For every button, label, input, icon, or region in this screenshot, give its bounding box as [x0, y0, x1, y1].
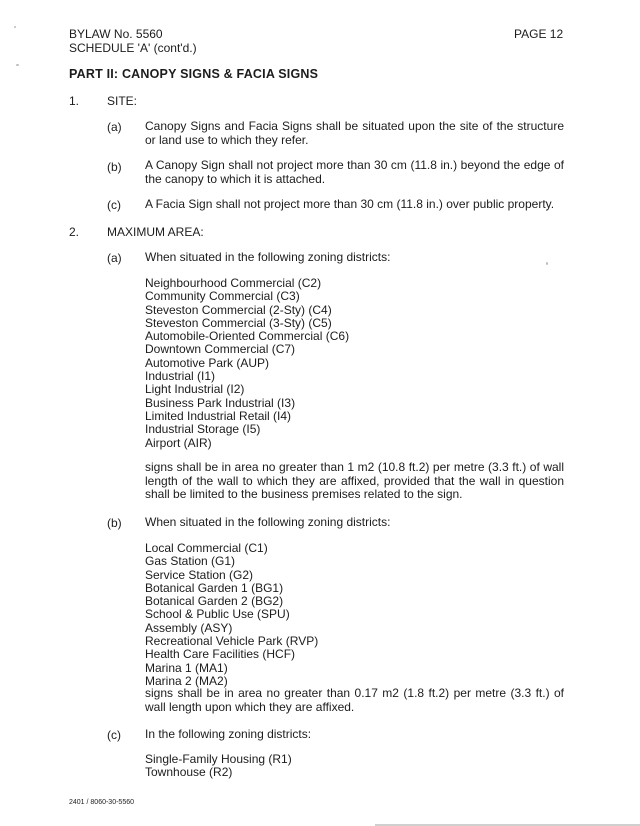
item-1c-label: (c) — [107, 198, 121, 212]
item-2c-intro: In the following zoning districts: — [145, 727, 312, 741]
bylaw-number: BYLAW No. 5560 — [69, 27, 163, 41]
schedule-label: SCHEDULE 'A' (cont'd.) — [69, 41, 197, 55]
part-title: PART II: CANOPY SIGNS & FACIA SIGNS — [69, 67, 319, 81]
item-2b-label: (b) — [107, 516, 122, 530]
item-1a-label: (a) — [107, 120, 122, 134]
list-item: Single-Family Housing (R1) — [145, 752, 292, 766]
section-2-heading: MAXIMUM AREA: — [107, 225, 204, 239]
list-item: Neighbourhood Commercial (C2) — [145, 276, 322, 290]
item-1a-text: Canopy Signs and Facia Signs shall be situated upon the site of the structure or land use to which they refer. — [145, 119, 564, 147]
list-item: Downtown Commercial (C7) — [145, 342, 296, 357]
list-item: Community Commercial (C3) — [145, 289, 300, 304]
list-item: Limited Industrial Retail (I4) — [145, 408, 292, 423]
list-item: Steveston Commercial (2-Sty) (C4) — [145, 302, 332, 317]
item-1b-text: A Canopy Sign shall not project more than 30 cm (11.8 in.) beyond the edge of the canopy to which it is attached. — [145, 158, 564, 186]
zoning-district-list-a — [145, 277, 349, 450]
list-item: Automotive Park (AUP) — [145, 355, 270, 370]
item-2c-label: (c) — [107, 728, 121, 742]
list-item: Business Park Industrial (I3) — [145, 395, 296, 410]
list-item: Marina 1 (MA1) — [145, 660, 228, 675]
scan-speck — [546, 262, 548, 265]
list-item: Service Station (G2) — [145, 567, 254, 582]
list-item: Botanical Garden 2 (BG2) — [145, 594, 284, 609]
list-item: Health Care Facilities (HCF) — [145, 647, 296, 662]
item-2a-rule: signs shall be in area no greater than 1 m2 (10.8 ft.2) per metre (3.3 ft.) of wall length of the wall to which they are affixed, provided that the wall in question shall be limited to the business premises related to the sign. — [145, 460, 564, 501]
section-1-number: 1. — [69, 94, 80, 108]
scan-speck — [16, 64, 19, 66]
list-item: Recreational Vehicle Park (RVP) — [145, 634, 319, 649]
list-item: Automobile-Oriented Commercial (C6) — [145, 329, 350, 344]
section-1-heading: SITE: — [107, 94, 138, 108]
item-2a-intro: When situated in the following zoning districts: — [145, 250, 391, 264]
section-2-number: 2. — [69, 225, 80, 239]
list-item: Gas Station (G1) — [145, 554, 236, 569]
list-item: Local Commercial (C1) — [145, 541, 268, 555]
list-item: Steveston Commercial (3-Sty) (C5) — [145, 315, 332, 330]
list-item: Light Industrial (I2) — [145, 382, 245, 397]
item-2b-rule: signs shall be in area no greater than 0.17 m2 (1.8 ft.2) per metre (3.3 ft.) of wall length upon which they are affixed. — [145, 686, 564, 714]
item-1c-text: A Facia Sign shall not project more than 30 cm (11.8 in.) over public property. — [145, 197, 555, 211]
item-2b-intro: When situated in the following zoning districts: — [145, 515, 391, 529]
scan-speck — [14, 26, 16, 28]
item-1b-label: (b) — [107, 160, 122, 174]
list-item: Industrial Storage (I5) — [145, 422, 261, 437]
list-item: Assembly (ASY) — [145, 620, 233, 635]
list-item: School & Public Use (SPU) — [145, 607, 290, 622]
list-item: Airport (AIR) — [145, 435, 212, 450]
item-2a-label: (a) — [107, 251, 122, 265]
list-item: Marina 2 (MA2) — [145, 673, 228, 688]
zoning-district-list-b — [145, 542, 318, 688]
zoning-district-list-c — [145, 753, 292, 780]
list-item: Townhouse (R2) — [145, 765, 233, 780]
page-number: PAGE 12 — [514, 27, 564, 41]
list-item: Industrial (I1) — [145, 369, 216, 384]
list-item: Botanical Garden 1 (BG1) — [145, 580, 284, 595]
document-reference-footer: 2401 / 8060-30-5560 — [69, 799, 134, 806]
